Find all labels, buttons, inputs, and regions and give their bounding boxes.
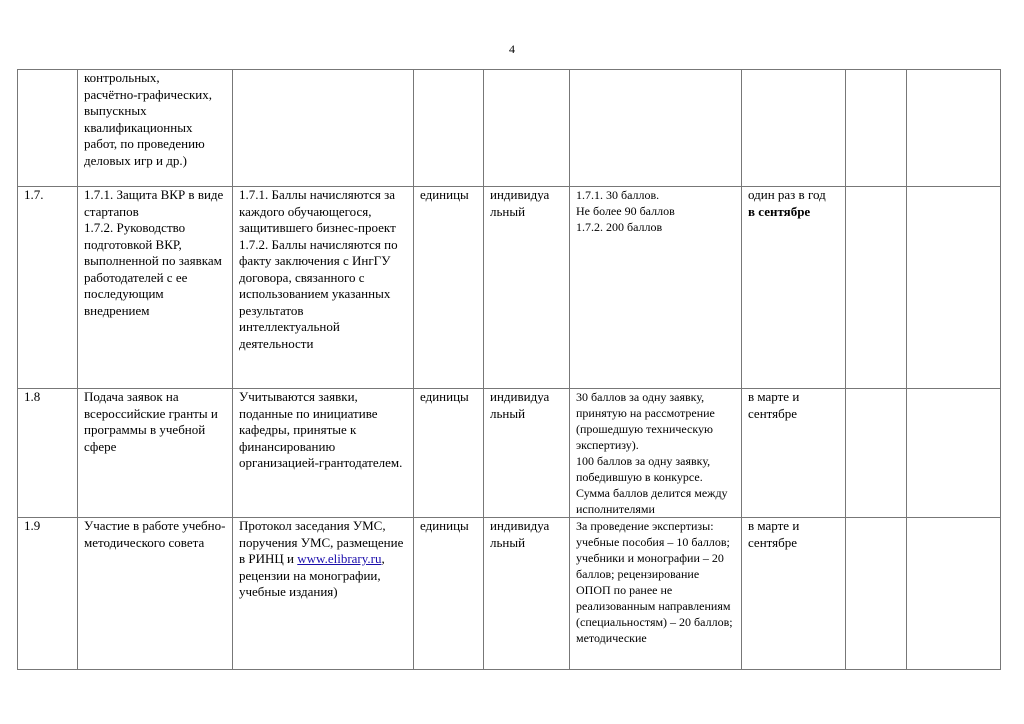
criteria-cell: [233, 187, 414, 389]
type-cell: индивидуа льный: [484, 389, 570, 518]
extra-cell-2: [907, 518, 1001, 670]
table-row: [18, 518, 1001, 670]
row-number-cell: 1.7.: [18, 187, 78, 389]
indicator-name-text: 1.7.1. Защита ВКР в виде стартапов 1.7.2. Руководство подготовкой ВКР, выполненной по заявкам работодателей с ее последующим внедрением: [84, 187, 224, 318]
points-cell: [570, 518, 742, 670]
criteria-cell: [233, 518, 414, 670]
points-text: За проведение экспертизы: учебные пособия – 10 баллов; учебники и монографии – 20 баллов; рецензирование ОПОП по ранее не реализованным направлениям (специальностям) – 20 баллов; методические: [576, 519, 733, 645]
unit-cell: единицы: [414, 389, 484, 518]
criteria-text: Протокол заседания УМС, поручения УМС, размещение в РИНЦ и: [239, 518, 404, 566]
period-cell: в марте и сентябре: [742, 518, 846, 670]
table-row: [18, 389, 1001, 518]
type-cell: индивидуа льный: [484, 187, 570, 389]
table-row: [18, 187, 1001, 389]
extra-cell-1: [846, 187, 907, 389]
row-number-cell: 1.8: [18, 389, 78, 518]
unit-cell: единицы: [414, 187, 484, 389]
indicator-name-text: контрольных, расчётно-графических, выпускных квалификационных работ, по проведению деловых игр и др.): [84, 70, 212, 168]
elibrary-link[interactable]: www.elibrary.ru: [297, 551, 382, 566]
points-text: 30 баллов за одну заявку, принятую на рассмотрение (прошедшую техническую экспертизу). 100 баллов за одну заявку, победившую в конкурсе. Сумма баллов делится между исполнителями: [576, 390, 728, 516]
extra-cell-1: [846, 518, 907, 670]
unit-cell: [414, 70, 484, 187]
type-cell: [484, 70, 570, 187]
points-cell: [570, 70, 742, 187]
points-cell: [570, 187, 742, 389]
criteria-text: 1.7.1. Баллы начисляются за каждого обучающегося, защитившего бизнес-проект 1.7.2. Баллы начисляются по факту заключения с ИнгГУ договора, связанного с использованием указанных результатов интеллектуальной деятельности: [239, 187, 398, 351]
row-number-cell: [18, 70, 78, 187]
criteria-cell: [233, 70, 414, 187]
extra-cell-2: [907, 187, 1001, 389]
unit-cell: единицы: [414, 518, 484, 670]
period-cell: [742, 70, 846, 187]
extra-cell-2: [907, 389, 1001, 518]
period-cell: [742, 187, 846, 389]
extra-cell-2: [907, 70, 1001, 187]
extra-cell-1: [846, 70, 907, 187]
period-text: один раз в год: [748, 187, 826, 202]
criteria-cell: Учитываются заявки, поданные по инициативе кафедры, принятые к финансированию организацией-грантодателем.: [233, 389, 414, 518]
criteria-text-tail: , рецензии на монографии, учебные издания): [239, 551, 385, 599]
points-cell: [570, 389, 742, 518]
indicator-name-cell: [78, 187, 233, 389]
points-text: 1.7.1. 30 баллов. Не более 90 баллов 1.7.2. 200 баллов: [576, 188, 675, 234]
criteria-table: [17, 69, 1001, 670]
table-row: [18, 70, 1001, 187]
period-cell: в марте и сентябре: [742, 389, 846, 518]
row-number-cell: 1.9: [18, 518, 78, 670]
type-cell: индивидуа льный: [484, 518, 570, 670]
indicator-name-cell: Подача заявок на всероссийские гранты и программы в учебной сфере: [78, 389, 233, 518]
period-bold-text: в сентябре: [748, 203, 811, 219]
indicator-name-cell: Участие в работе учебно-методического совета: [78, 518, 233, 670]
extra-cell-1: [846, 389, 907, 518]
indicator-name-cell: [78, 70, 233, 187]
page-number: 4: [509, 42, 515, 56]
